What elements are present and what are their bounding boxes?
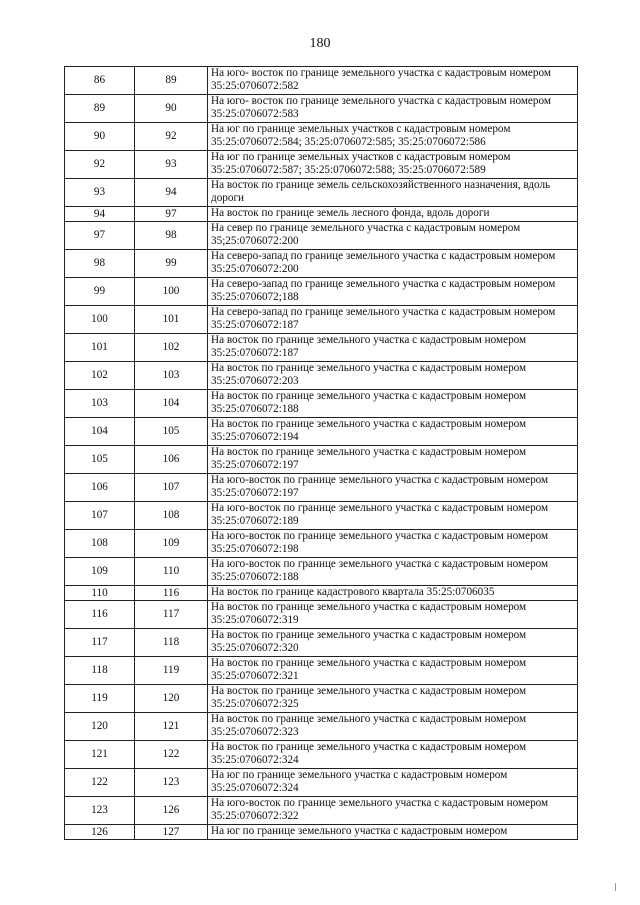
point-from-cell: 100 xyxy=(65,306,135,334)
point-from-cell: 121 xyxy=(65,741,135,769)
point-from-cell: 107 xyxy=(65,502,135,530)
boundary-description-cell: На восток по границе земельного участка с кадастровым номером 35:25:0706072:197 xyxy=(208,446,578,474)
table-row xyxy=(65,657,578,685)
point-to-cell: 99 xyxy=(135,250,208,278)
point-to-cell: 105 xyxy=(135,418,208,446)
point-to-cell: 102 xyxy=(135,334,208,362)
boundary-description-cell: На юго-восток по границе земельного участка с кадастровым номером 35:25:0706072:198 xyxy=(208,530,578,558)
table-row xyxy=(65,769,578,797)
point-from-cell: 105 xyxy=(65,446,135,474)
point-to-cell: 110 xyxy=(135,558,208,586)
boundary-description-cell: На восток по границе земельного участка с кадастровым номером 35:25:0706072:323 xyxy=(208,713,578,741)
point-to-cell: 118 xyxy=(135,629,208,657)
point-from-cell: 108 xyxy=(65,530,135,558)
table-row xyxy=(65,306,578,334)
point-from-cell: 92 xyxy=(65,151,135,179)
boundary-description-cell: На север по границе земельного участка с кадастровым номером 35;25:0706072:200 xyxy=(208,222,578,250)
point-to-cell: 120 xyxy=(135,685,208,713)
boundary-description-cell: На восток по границе земельного участка с кадастровым номером 35:25:0706072:325 xyxy=(208,685,578,713)
point-to-cell: 100 xyxy=(135,278,208,306)
boundary-description-cell: На юг по границе земельных участков с кадастровым номером 35:25:0706072:587; 35:25:0706072:588; 35:25:0706072:589 xyxy=(208,151,578,179)
table-row xyxy=(65,362,578,390)
boundary-description-cell: На восток по границе земельного участка с кадастровым номером 35:25:0706072:188 xyxy=(208,390,578,418)
point-from-cell: 104 xyxy=(65,418,135,446)
boundary-description-cell: На юг по границе земельных участков с кадастровым номером 35:25:0706072:584; 35:25:0706072:585; 35:25:0706072:586 xyxy=(208,123,578,151)
boundary-description-cell: На северо-запад по границе земельного участка с кадастровым номером 35:25:0706072;188 xyxy=(208,278,578,306)
point-to-cell: 97 xyxy=(135,207,208,222)
boundary-description-cell: На восток по границе земель лесного фонда, вдоль дороги xyxy=(208,207,578,222)
point-from-cell: 90 xyxy=(65,123,135,151)
boundary-description-cell: На восток по границе земельного участка с кадастровым номером 35:25:0706072:203 xyxy=(208,362,578,390)
table-row xyxy=(65,151,578,179)
point-from-cell: 98 xyxy=(65,250,135,278)
point-from-cell: 110 xyxy=(65,586,135,601)
table-row xyxy=(65,558,578,586)
point-to-cell: 106 xyxy=(135,446,208,474)
point-from-cell: 117 xyxy=(65,629,135,657)
page-number: 180 xyxy=(309,36,331,51)
point-from-cell: 126 xyxy=(65,825,135,840)
boundary-description-cell: На юг по границе земельного участка с кадастровым номером xyxy=(208,825,578,840)
point-from-cell: 101 xyxy=(65,334,135,362)
table-row xyxy=(65,685,578,713)
table-row xyxy=(65,418,578,446)
boundary-description-cell: На восток по границе земельного участка с кадастровым номером 35:25:0706072:194 xyxy=(208,418,578,446)
point-to-cell: 109 xyxy=(135,530,208,558)
boundary-description-cell: На восток по границе земель сельскохозяйственного назначения, вдоль дороги xyxy=(208,179,578,207)
boundary-description-cell: На восток по границе земельного участка с кадастровым номером 35:25:0706072:187 xyxy=(208,334,578,362)
point-to-cell: 98 xyxy=(135,222,208,250)
table-row xyxy=(65,474,578,502)
point-to-cell: 103 xyxy=(135,362,208,390)
boundary-description-cell: На северо-запад по границе земельного участка с кадастровым номером 35:25:0706072:200 xyxy=(208,250,578,278)
point-to-cell: 123 xyxy=(135,769,208,797)
scan-mark xyxy=(615,883,616,891)
point-to-cell: 101 xyxy=(135,306,208,334)
point-to-cell: 90 xyxy=(135,95,208,123)
point-to-cell: 104 xyxy=(135,390,208,418)
point-from-cell: 123 xyxy=(65,797,135,825)
boundary-description-cell: На юго- восток по границе земельного участка с кадастровым номером 35:25:0706072:583 xyxy=(208,95,578,123)
point-from-cell: 122 xyxy=(65,769,135,797)
point-to-cell: 122 xyxy=(135,741,208,769)
table-row xyxy=(65,741,578,769)
point-to-cell: 119 xyxy=(135,657,208,685)
table-row xyxy=(65,446,578,474)
table-row xyxy=(65,123,578,151)
table-row xyxy=(65,797,578,825)
point-from-cell: 118 xyxy=(65,657,135,685)
point-to-cell: 117 xyxy=(135,601,208,629)
point-from-cell: 89 xyxy=(65,95,135,123)
point-to-cell: 121 xyxy=(135,713,208,741)
boundary-description-cell: На юг по границе земельного участка с кадастровым номером 35:25:0706072:324 xyxy=(208,769,578,797)
table-row xyxy=(65,825,578,840)
point-to-cell: 89 xyxy=(135,67,208,95)
point-to-cell: 92 xyxy=(135,123,208,151)
table-row xyxy=(65,502,578,530)
boundary-description-cell: На юго-восток по границе земельного участка с кадастровым номером 35:25:0706072:188 xyxy=(208,558,578,586)
boundary-description-cell: На восток по границе кадастрового квартала 35:25:0706035 xyxy=(208,586,578,601)
table-row xyxy=(65,207,578,222)
boundary-description-cell: На юго-восток по границе земельного участка с кадастровым номером 35:25:0706072:197 xyxy=(208,474,578,502)
point-to-cell: 94 xyxy=(135,179,208,207)
point-to-cell: 126 xyxy=(135,797,208,825)
boundary-table-body xyxy=(65,67,578,840)
boundary-description-cell: На восток по границе земельного участка с кадастровым номером 35:25:0706072:320 xyxy=(208,629,578,657)
table-row xyxy=(65,95,578,123)
table-row xyxy=(65,530,578,558)
point-from-cell: 103 xyxy=(65,390,135,418)
boundary-description-cell: На восток по границе земельного участка с кадастровым номером 35:25:0706072:321 xyxy=(208,657,578,685)
boundary-table xyxy=(64,66,578,840)
table-row xyxy=(65,334,578,362)
point-from-cell: 106 xyxy=(65,474,135,502)
table-row xyxy=(65,586,578,601)
boundary-description-cell: На юго- восток по границе земельного участка с кадастровым номером 35:25:0706072:582 xyxy=(208,67,578,95)
point-to-cell: 116 xyxy=(135,586,208,601)
point-from-cell: 102 xyxy=(65,362,135,390)
table-row xyxy=(65,278,578,306)
point-from-cell: 109 xyxy=(65,558,135,586)
point-from-cell: 99 xyxy=(65,278,135,306)
boundary-description-cell: На юго-восток по границе земельного участка с кадастровым номером 35:25:0706072:322 xyxy=(208,797,578,825)
point-from-cell: 94 xyxy=(65,207,135,222)
table-row xyxy=(65,222,578,250)
table-row xyxy=(65,629,578,657)
point-from-cell: 116 xyxy=(65,601,135,629)
point-from-cell: 93 xyxy=(65,179,135,207)
boundary-description-cell: На восток по границе земельного участка с кадастровым номером 35:25:0706072:319 xyxy=(208,601,578,629)
table-row xyxy=(65,67,578,95)
point-from-cell: 86 xyxy=(65,67,135,95)
point-to-cell: 93 xyxy=(135,151,208,179)
table-row xyxy=(65,601,578,629)
point-to-cell: 108 xyxy=(135,502,208,530)
point-from-cell: 120 xyxy=(65,713,135,741)
point-from-cell: 119 xyxy=(65,685,135,713)
table-row xyxy=(65,250,578,278)
table-row xyxy=(65,390,578,418)
boundary-description-cell: На юго-восток по границе земельного участка с кадастровым номером 35:25:0706072:189 xyxy=(208,502,578,530)
table-row xyxy=(65,713,578,741)
point-to-cell: 107 xyxy=(135,474,208,502)
table-row xyxy=(65,179,578,207)
boundary-description-cell: На восток по границе земельного участка с кадастровым номером 35:25:0706072:324 xyxy=(208,741,578,769)
point-to-cell: 127 xyxy=(135,825,208,840)
boundary-description-cell: На северо-запад по границе земельного участка с кадастровым номером 35:25:0706072:187 xyxy=(208,306,578,334)
point-from-cell: 97 xyxy=(65,222,135,250)
